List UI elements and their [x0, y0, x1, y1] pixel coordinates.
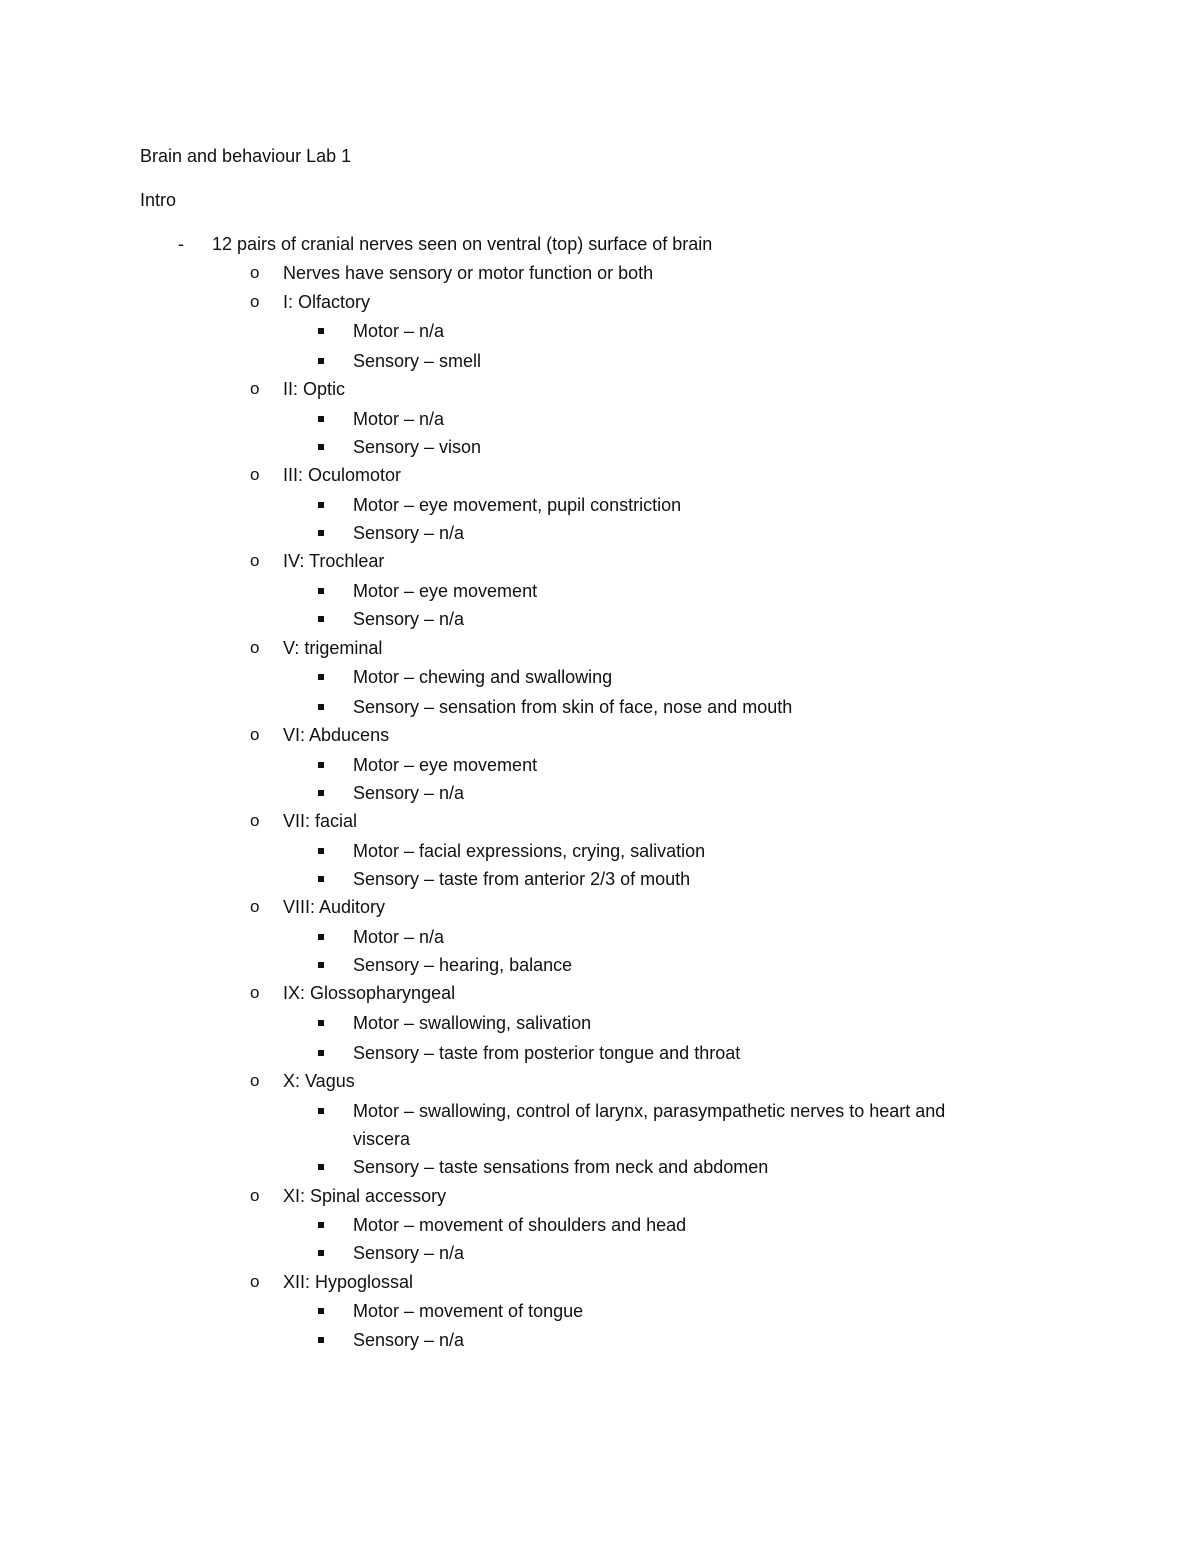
- square-bullet: [318, 1250, 324, 1256]
- nerve-motor: Motor – eye movement: [353, 755, 538, 775]
- nerve-sensory: Sensory – sensation from skin of face, nose and mouth: [353, 697, 793, 717]
- nerve-name: V: trigeminal: [283, 638, 383, 658]
- nerve-name: X: Vagus: [283, 1071, 355, 1091]
- nerve-motor: Motor – swallowing, salivation: [353, 1013, 592, 1033]
- square-bullet: [318, 962, 324, 968]
- circle-bullet: o: [250, 811, 260, 830]
- square-bullet: [318, 934, 324, 940]
- circle-bullet: o: [250, 1071, 260, 1090]
- nerve-name: VII: facial: [283, 811, 358, 831]
- square-bullet: [318, 1020, 324, 1026]
- nerve-sensory: Sensory – n/a: [353, 523, 465, 543]
- nerve-name: XI: Spinal accessory: [283, 1186, 447, 1206]
- nerve-sensory: Sensory – n/a: [353, 783, 465, 803]
- square-bullet: [318, 1050, 324, 1056]
- nerve-sensory: Sensory – vison: [353, 437, 482, 457]
- circle-bullet: o: [250, 551, 260, 570]
- nerve-motor: Motor – chewing and swallowing: [353, 667, 613, 687]
- square-bullet: [318, 328, 324, 334]
- square-bullet: [318, 530, 324, 536]
- nerve-name: III: Oculomotor: [283, 465, 402, 485]
- nerve-motor-continued: viscera: [353, 1129, 411, 1149]
- nerve-name: XII: Hypoglossal: [283, 1272, 414, 1292]
- nerve-name: II: Optic: [283, 379, 346, 399]
- circle-bullet: o: [250, 292, 260, 311]
- nerve-motor: Motor – n/a: [353, 321, 445, 341]
- nerve-sensory: Sensory – n/a: [353, 1330, 465, 1350]
- square-bullet: [318, 790, 324, 796]
- square-bullet: [318, 762, 324, 768]
- circle-bullet: o: [250, 897, 260, 916]
- circle-bullet: o: [250, 1272, 260, 1291]
- circle-bullet: o: [250, 1186, 260, 1205]
- nerve-name: I: Olfactory: [283, 292, 371, 312]
- nerve-motor: Motor – movement of shoulders and head: [353, 1215, 687, 1235]
- nerve-motor: Motor – eye movement: [353, 581, 538, 601]
- nerve-sensory: Sensory – taste from posterior tongue and throat: [353, 1043, 741, 1063]
- document-title: Brain and behaviour Lab 1: [140, 146, 352, 166]
- nerve-motor: Motor – n/a: [353, 409, 445, 429]
- nerve-motor: Motor – movement of tongue: [353, 1301, 584, 1321]
- square-bullet: [318, 704, 324, 710]
- nerve-name: VIII: Auditory: [283, 897, 386, 917]
- circle-bullet: o: [250, 263, 260, 282]
- intro-point: 12 pairs of cranial nerves seen on ventral (top) surface of brain: [212, 234, 713, 254]
- square-bullet: [318, 358, 324, 364]
- general-note: Nerves have sensory or motor function or both: [283, 263, 654, 283]
- square-bullet: [318, 1337, 324, 1343]
- circle-bullet: o: [250, 725, 260, 744]
- nerve-sensory: Sensory – taste from anterior 2/3 of mouth: [353, 869, 691, 889]
- dash-bullet: -: [178, 234, 184, 254]
- square-bullet: [318, 1222, 324, 1228]
- square-bullet: [318, 1108, 324, 1114]
- nerve-motor: Motor – facial expressions, crying, salivation: [353, 841, 706, 861]
- nerve-name: IV: Trochlear: [283, 551, 385, 571]
- circle-bullet: o: [250, 638, 260, 657]
- nerve-sensory: Sensory – smell: [353, 351, 482, 371]
- nerve-motor: Motor – n/a: [353, 927, 445, 947]
- square-bullet: [318, 876, 324, 882]
- nerve-sensory: Sensory – taste sensations from neck and abdomen: [353, 1157, 769, 1177]
- nerve-sensory: Sensory – n/a: [353, 609, 465, 629]
- nerve-name: VI: Abducens: [283, 725, 390, 745]
- nerve-sensory: Sensory – n/a: [353, 1243, 465, 1263]
- square-bullet: [318, 1308, 324, 1314]
- nerve-motor: Motor – swallowing, control of larynx, parasympathetic nerves to heart and: [353, 1101, 946, 1121]
- square-bullet: [318, 416, 324, 422]
- square-bullet: [318, 444, 324, 450]
- circle-bullet: o: [250, 379, 260, 398]
- square-bullet: [318, 1164, 324, 1170]
- square-bullet: [318, 848, 324, 854]
- square-bullet: [318, 616, 324, 622]
- nerve-name: IX: Glossopharyngeal: [283, 983, 456, 1003]
- circle-bullet: o: [250, 465, 260, 484]
- square-bullet: [318, 502, 324, 508]
- nerve-motor: Motor – eye movement, pupil constriction: [353, 495, 682, 515]
- section-heading: Intro: [140, 190, 177, 210]
- nerve-sensory: Sensory – hearing, balance: [353, 955, 573, 975]
- square-bullet: [318, 588, 324, 594]
- circle-bullet: o: [250, 983, 260, 1002]
- square-bullet: [318, 674, 324, 680]
